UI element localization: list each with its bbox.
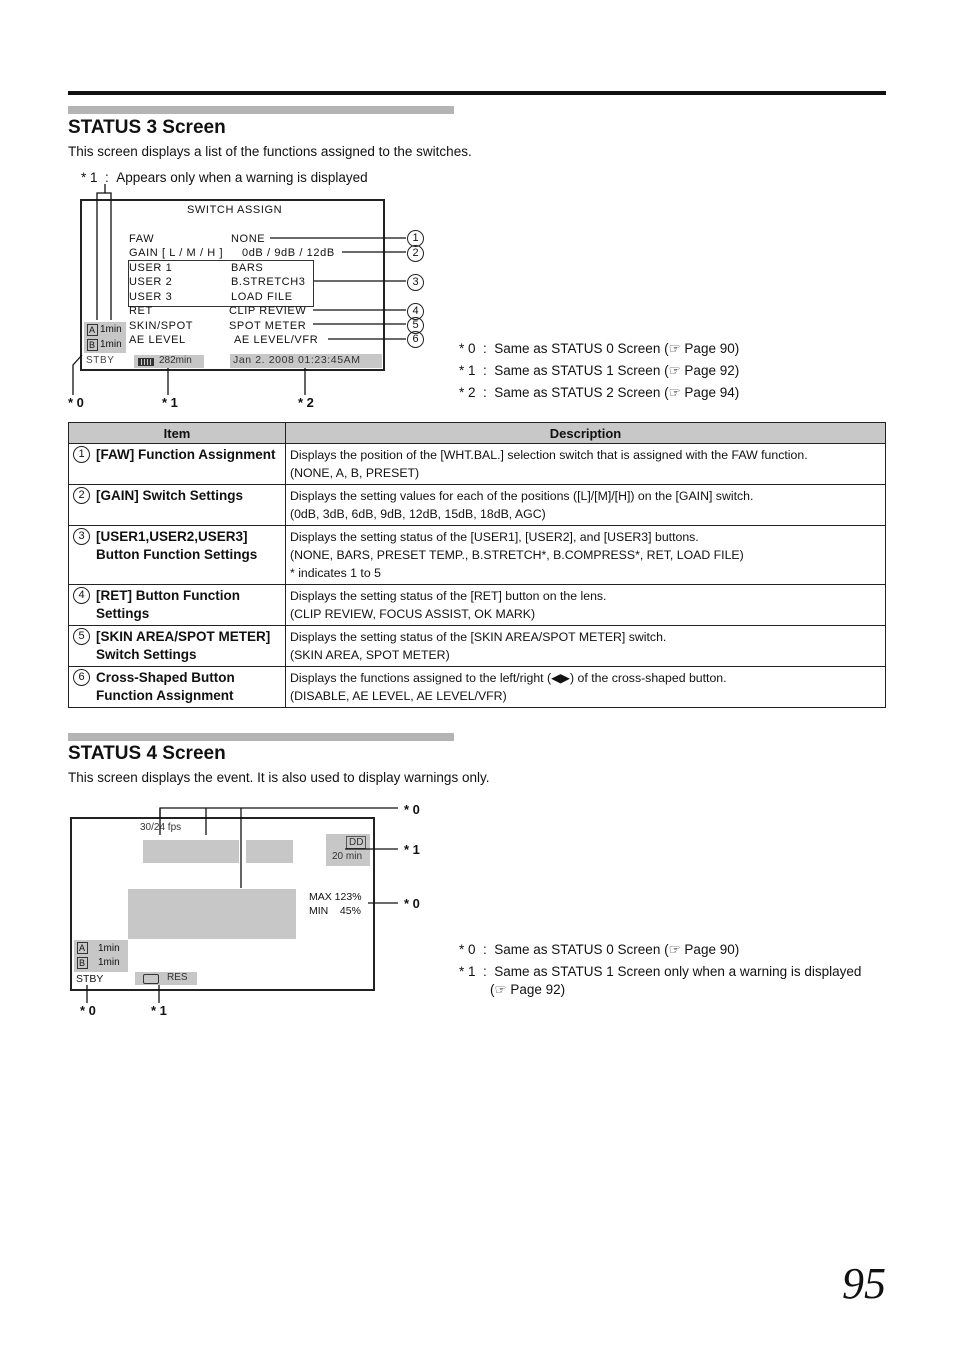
table-header-row (69, 423, 886, 444)
desc-line: Displays the position of the [WHT.BAL.] selection switch that is assigned with the FAW function. (290, 448, 808, 462)
side-note: * 2 : Same as STATUS 2 Screen (☞ Page 94) (459, 385, 740, 400)
side-note: * 0 : Same as STATUS 0 Screen (☞ Page 90) (459, 942, 740, 957)
datetime: Jan 2. 2008 01:23:45AM (230, 354, 382, 368)
row-value: LOAD FILE (231, 291, 293, 303)
slot-b-icon: B (79, 958, 86, 968)
min-level: MIN 45% (309, 905, 361, 917)
desc-line: Displays the setting values for each of the positions ([L]/[M]/[H]) on the [GAIN] switch. (290, 489, 754, 503)
slot-a-time: 1min (98, 943, 120, 954)
item-label: [SKIN AREA/SPOT METER] Switch Settings (96, 629, 271, 662)
desc-line: (NONE, BARS, PRESET TEMP., B.STRETCH*, B.COMPRESS*, RET, LOAD FILE) (290, 548, 744, 562)
section-title: STATUS 3 Screen (68, 117, 226, 138)
desc-line: * indicates 1 to 5 (290, 566, 381, 580)
stby-label: STBY (76, 973, 104, 985)
star-label: * 1 (162, 395, 178, 410)
slot-b-time: 1min (98, 957, 120, 968)
item-cell (69, 485, 286, 526)
res-label: RES (167, 972, 188, 983)
desc-cell (286, 585, 886, 626)
desc-cell (286, 444, 886, 485)
section-bar (68, 106, 454, 114)
desc-line: Displays the setting status of the [SKIN AREA/SPOT METER] switch. (290, 630, 667, 644)
row-label: GAIN [ L / M / H ] (129, 247, 224, 259)
row-value: BARS (231, 262, 264, 274)
table-row (69, 444, 886, 485)
event-box (143, 840, 239, 863)
row-value: CLIP REVIEW (229, 305, 307, 317)
desc-line: (SKIN AREA, SPOT METER) (290, 648, 450, 662)
star-label: * 1 (404, 842, 420, 857)
row-label: USER 1 (129, 262, 173, 274)
top-rule (68, 91, 886, 95)
status3-screen (80, 199, 385, 371)
item-number: 2 (73, 487, 90, 504)
star-label: * 1 (151, 1003, 167, 1018)
slot-a-icon: A (89, 325, 96, 335)
warning-note: * 1 : Appears only when a warning is displayed (81, 170, 368, 185)
callout-3: 3 (407, 274, 424, 291)
slot-b-time: 1min (100, 339, 122, 350)
callout-5: 5 (407, 317, 424, 334)
row-value: AE LEVEL/VFR (234, 334, 319, 346)
item-cell (69, 526, 286, 585)
item-cell (69, 585, 286, 626)
desc-cell (286, 526, 886, 585)
row-label: FAW (129, 233, 155, 245)
tape-icon (143, 974, 159, 984)
desc-cell (286, 667, 886, 708)
item-cell (69, 444, 286, 485)
fps-label: 30/24 fps (140, 822, 182, 833)
desc-line: (DISABLE, AE LEVEL, AE LEVEL/VFR) (290, 689, 507, 703)
dd-time: 20 min (332, 851, 363, 862)
star-label: * 0 (404, 896, 420, 911)
item-label: [GAIN] Switch Settings (96, 488, 244, 503)
res-box (135, 972, 197, 985)
battery-icon (138, 358, 154, 366)
item-label: Cross-Shaped Button Function Assignment (96, 670, 235, 703)
max-level: MAX 123% (309, 891, 362, 903)
slot-indicator (84, 322, 126, 353)
item-label: [FAW] Function Assignment (96, 447, 276, 462)
status4-screen (70, 817, 375, 991)
dd-box (326, 834, 370, 866)
column-header: Description (286, 423, 886, 444)
side-note: * 0 : Same as STATUS 0 Screen (☞ Page 90) (459, 341, 740, 356)
desc-line: Displays the functions assigned to the left/right (◀▶) of the cross-shaped button. (290, 671, 727, 685)
side-note: (☞ Page 92) (490, 982, 566, 997)
callout-6: 6 (407, 331, 424, 348)
item-number: 6 (73, 669, 90, 686)
side-note: * 1 : Same as STATUS 1 Screen (☞ Page 92) (459, 363, 740, 378)
star-label: * 0 (80, 1003, 96, 1018)
slot-indicator (74, 940, 128, 972)
row-value: 0dB / 9dB / 12dB (242, 247, 335, 259)
desc-line: Displays the setting status of the [USER1], [USER2], and [USER3] buttons. (290, 530, 699, 544)
row-value: NONE (231, 233, 266, 245)
battery-box (134, 355, 204, 368)
event-box (246, 840, 293, 863)
star-label: * 0 (68, 395, 84, 410)
screen-header: SWITCH ASSIGN (187, 204, 283, 216)
callout-2: 2 (407, 245, 424, 262)
item-label: [RET] Button Function Settings (96, 588, 240, 621)
row-value: SPOT METER (229, 320, 307, 332)
callout-1: 1 (407, 230, 424, 247)
column-header: Item (69, 423, 286, 444)
page-number: 95 (842, 1259, 886, 1308)
desc-line: (CLIP REVIEW, FOCUS ASSIST, OK MARK) (290, 607, 536, 621)
desc-cell (286, 485, 886, 526)
dd-icon: DD (346, 836, 366, 849)
slot-a-icon: A (79, 943, 86, 953)
item-cell (69, 626, 286, 667)
section-intro: This screen displays a list of the functions assigned to the switches. (68, 144, 472, 159)
row-label: USER 3 (129, 291, 173, 303)
row-label: SKIN/SPOT (129, 320, 194, 332)
desc-line: (NONE, A, B, PRESET) (290, 466, 420, 480)
slot-a-time: 1min (100, 324, 122, 335)
table-row (69, 585, 886, 626)
item-cell (69, 667, 286, 708)
section-intro: This screen displays the event. It is also used to display warnings only. (68, 770, 490, 785)
table-row (69, 667, 886, 708)
warning-box (128, 889, 296, 939)
function-table (68, 422, 886, 708)
row-label: AE LEVEL (129, 334, 186, 346)
desc-line: (0dB, 3dB, 6dB, 9dB, 12dB, 15dB, 18dB, AGC) (290, 507, 546, 521)
row-label: RET (129, 305, 153, 317)
battery-time: 282min (159, 355, 192, 366)
side-note: * 1 : Same as STATUS 1 Screen only when a warning is displayed (459, 964, 862, 979)
section-title: STATUS 4 Screen (68, 743, 226, 764)
stby-label: STBY (86, 355, 115, 366)
callout-4: 4 (407, 303, 424, 320)
item-label: [USER1,USER2,USER3] Button Function Settings (96, 529, 258, 562)
desc-cell (286, 626, 886, 667)
table-row (69, 485, 886, 526)
item-number: 4 (73, 587, 90, 604)
star-label: * 2 (298, 395, 314, 410)
item-number: 3 (73, 528, 90, 545)
section-bar (68, 733, 454, 741)
table-row (69, 526, 886, 585)
item-number: 1 (73, 446, 90, 463)
row-label: USER 2 (129, 276, 173, 288)
desc-line: Displays the setting status of the [RET] button on the lens. (290, 589, 607, 603)
row-value: B.STRETCH3 (231, 276, 306, 288)
item-number: 5 (73, 628, 90, 645)
star-label: * 0 (404, 802, 420, 817)
slot-b-icon: B (89, 340, 96, 350)
table-row (69, 626, 886, 667)
